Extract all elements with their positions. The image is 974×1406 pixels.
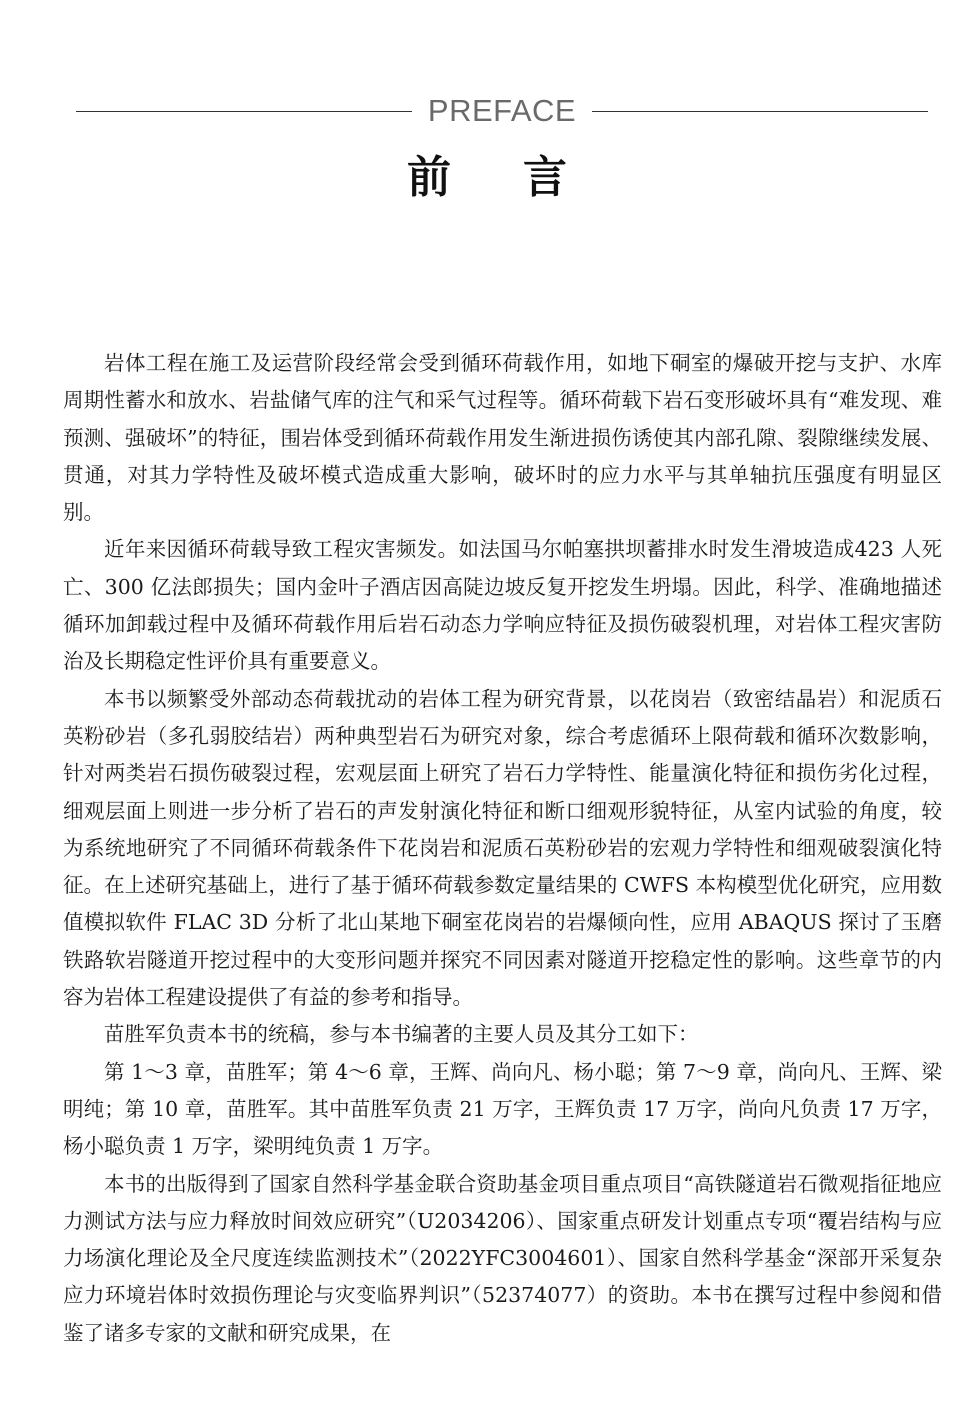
preface-label: PREFACE [427,93,577,128]
preface-header [76,92,928,130]
paragraph: 苗胜军负责本书的统稿，参与本书编著的主要人员及其分工如下： [104,1022,699,1047]
page-title: 前言 [407,152,639,203]
paragraph: 近年来因循环荷载导致工程灾害频发。如法国马尔帕塞拱坝蓄排水时发生滑坡造成423 人死亡、300 亿法郎损失；国内金叶子酒店因高陡边坡反复开挖发生坍塌。因此，科学、准确地描述循环加卸载过程中及循环荷载作用后岩石动态力学响应特征及损伤破裂机理，对岩体工程灾害防治及长期稳定性评价具有重要意义。 [63,537,942,674]
header-rule-right [592,111,928,112]
body-text [63,345,942,1352]
paragraph: 本书以频繁受外部动态荷载扰动的岩体工程为研究背景，以花岗岩（致密结晶岩）和泥质石英粉砂岩（多孔弱胶结岩）两种典型岩石为研究对象，综合考虑循环上限荷载和循环次数影响，针对两类岩石损伤破裂过程，宏观层面上研究了岩石力学特性、能量演化特征和损伤劣化过程，细观层面上则进一步分析了岩石的声发射演化特征和断口细观形貌特征，从室内试验的角度，较为系统地研究了不同循环荷载条件下花岗岩和泥质石英粉砂岩的宏观力学特性和细观破裂演化特征。在上述研究基础上，进行了基于循环荷载参数定量结果的 CWFS 本构模型优化研究，应用数值模拟软件 FLAC 3D 分析了北山某地下硐室花岗岩的岩爆倾向性，应用 ABAQUS 探讨了玉磨铁路软岩隧道开挖过程中的大变形问题并探究不同因素对隧道开挖稳定性的影响。这些章节的内容为岩体工程建设提供了有益的参考和指导。 [63,686,942,1010]
paragraph: 岩体工程在施工及运营阶段经常会受到循环荷载作用，如地下硐室的爆破开挖与支护、水库周期性蓄水和放水、岩盐储气库的注气和采气过程等。循环荷载下岩石变形破坏具有“难发现、难预测、强破坏”的特征，围岩体受到循环荷载作用发生渐进损伤诱使其内部孔隙、裂隙继续发展、贯通，对其力学特性及破坏模式造成重大影响，破坏时的应力水平与其单轴抗压强度有明显区别。 [63,351,942,525]
header-rule-left [76,111,412,112]
paragraph: 本书的出版得到了国家自然科学基金联合资助基金项目重点项目“高铁隧道岩石微观指征地应力测试方法与应力释放时间效应研究”（U2034206）、国家重点研发计划重点专项“覆岩结构与应力场演化理论及全尺度连续监测技术”（2022YFC3004601）、国家自然科学基金“深部开采复杂应力环境岩体时效损伤理论与灾变临界判识”（52374077）的资助。本书在撰写过程中参阅和借鉴了诸多专家的文献和研究成果，在 [63,1171,942,1345]
paragraph: 第 1～3 章，苗胜军；第 4～6 章，王辉、尚向凡、杨小聪；第 7～9 章，尚向凡、王辉、梁明纯；第 10 章，苗胜军。其中苗胜军负责 21 万字，王辉负责 17 万字，尚向凡负责 17 万字，杨小聪负责 1 万字，梁明纯负责 1 万字。 [63,1059,942,1159]
